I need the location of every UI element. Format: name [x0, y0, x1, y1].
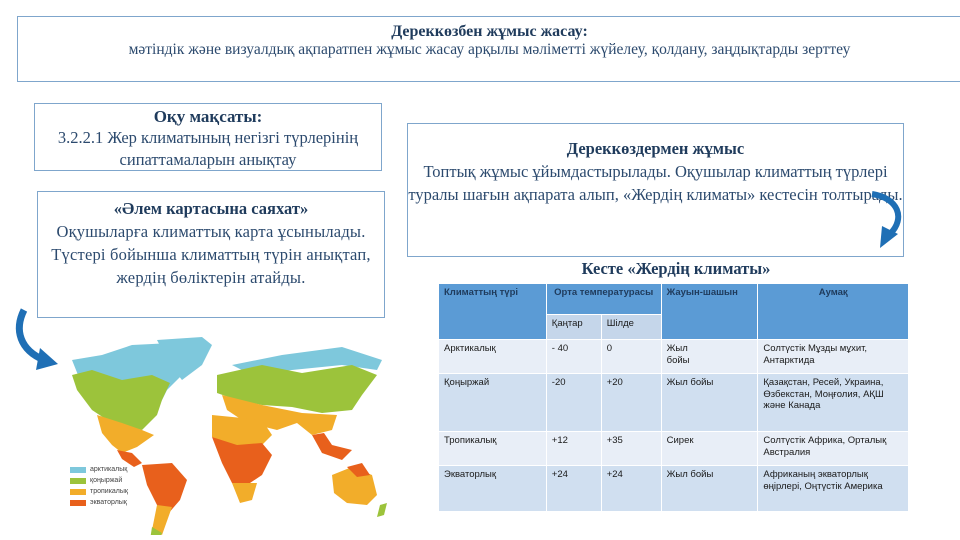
learning-goal-text: 3.2.2.1 Жер климатының негізгі түрлерінің сипаттамаларын анықтау — [57, 128, 359, 169]
table-caption: Кесте «Жердің климаты» — [581, 259, 771, 278]
cell-jan: +12 — [546, 432, 601, 466]
learning-goal-box — [34, 103, 382, 171]
cell-jul: +24 — [601, 466, 661, 512]
cell-region: Солтүстік Мұзды мұхит, Антарктида — [758, 340, 909, 374]
sources-work-text: Топтық жұмыс ұйымдастырылады. Оқушылар климаттың түрлері туралы шағын ақпарата алып, «Жердің климаты» кестесін толтырады. — [408, 162, 903, 204]
table-row — [439, 432, 909, 466]
legend-swatch — [70, 489, 86, 495]
header-july: Шілде — [601, 315, 661, 340]
topic-box — [17, 16, 960, 82]
legend-item-tropical — [70, 486, 128, 497]
cell-precip: Жыл бойы — [661, 374, 758, 432]
header-january: Қаңтар — [546, 315, 601, 340]
cell-precip: Жыл бойы — [661, 340, 758, 374]
cell-type: Тропикалық — [439, 432, 547, 466]
map-legend — [70, 464, 128, 508]
sources-work-title: Дереккөздермен жұмыс — [566, 139, 745, 158]
legend-label: тропикалық — [90, 488, 128, 495]
legend-label: арктикалық — [90, 466, 128, 473]
legend-swatch — [70, 467, 86, 473]
legend-label: қоңыржай — [90, 477, 123, 484]
legend-swatch — [70, 500, 86, 506]
header-region: Аумақ — [758, 284, 909, 340]
table-row — [439, 340, 909, 374]
cell-region: Қазақстан, Ресей, Украина, Өзбекстан, Моңғолия, АҚШ және Канада — [758, 374, 909, 432]
cell-region: Солтүстік Африка, Орталық Австралия — [758, 432, 909, 466]
curved-arrow-right-icon — [868, 188, 908, 250]
cell-jul: 0 — [601, 340, 661, 374]
legend-item-temperate — [70, 475, 128, 486]
topic-text: мәтіндік және визуалдық ақпаратпен жұмыс жасау арқылы мәліметті жүйелеу, қолдану, заңдықтарды зерттеу — [128, 41, 851, 58]
header-precipitation: Жауын-шашын — [661, 284, 758, 340]
curved-arrow-left-icon — [10, 308, 60, 373]
legend-item-arctic — [70, 464, 128, 475]
learning-goal-title: Оқу мақсаты: — [153, 107, 263, 126]
sources-work-box — [407, 123, 904, 257]
table-row — [439, 466, 909, 512]
cell-jul: +20 — [601, 374, 661, 432]
cell-jan: -20 — [546, 374, 601, 432]
table-row — [439, 374, 909, 432]
world-map-trip-box — [37, 191, 385, 318]
world-map-trip-text: Оқушыларға климаттық карта ұсынылады. Түстері бойынша климаттың түрін анықтап, жердің бөліктерін атайды. — [51, 222, 371, 287]
cell-precip: Жыл бойы — [661, 466, 758, 512]
cell-jul: +35 — [601, 432, 661, 466]
cell-region: Африканың экваторлық өңірлері, Оңтүстік Америка — [758, 466, 909, 512]
legend-item-equatorial — [70, 497, 128, 508]
cell-type: Арктикалық — [439, 340, 547, 374]
legend-label: экваторлық — [90, 499, 127, 506]
cell-type: Қоңыржай — [439, 374, 547, 432]
climate-table — [438, 283, 909, 512]
world-map-trip-title: «Әлем картасына саяхат» — [113, 199, 309, 218]
cell-jan: - 40 — [546, 340, 601, 374]
topic-title: Дереккөзбен жұмыс жасау: — [391, 23, 588, 40]
cell-precip: Сирек — [661, 432, 758, 466]
legend-swatch — [70, 478, 86, 484]
cell-jan: +24 — [546, 466, 601, 512]
cell-type: Экваторлық — [439, 466, 547, 512]
header-avg-temp: Орта температурасы — [546, 284, 661, 315]
header-climate-type: Климаттың түрі — [439, 284, 547, 340]
